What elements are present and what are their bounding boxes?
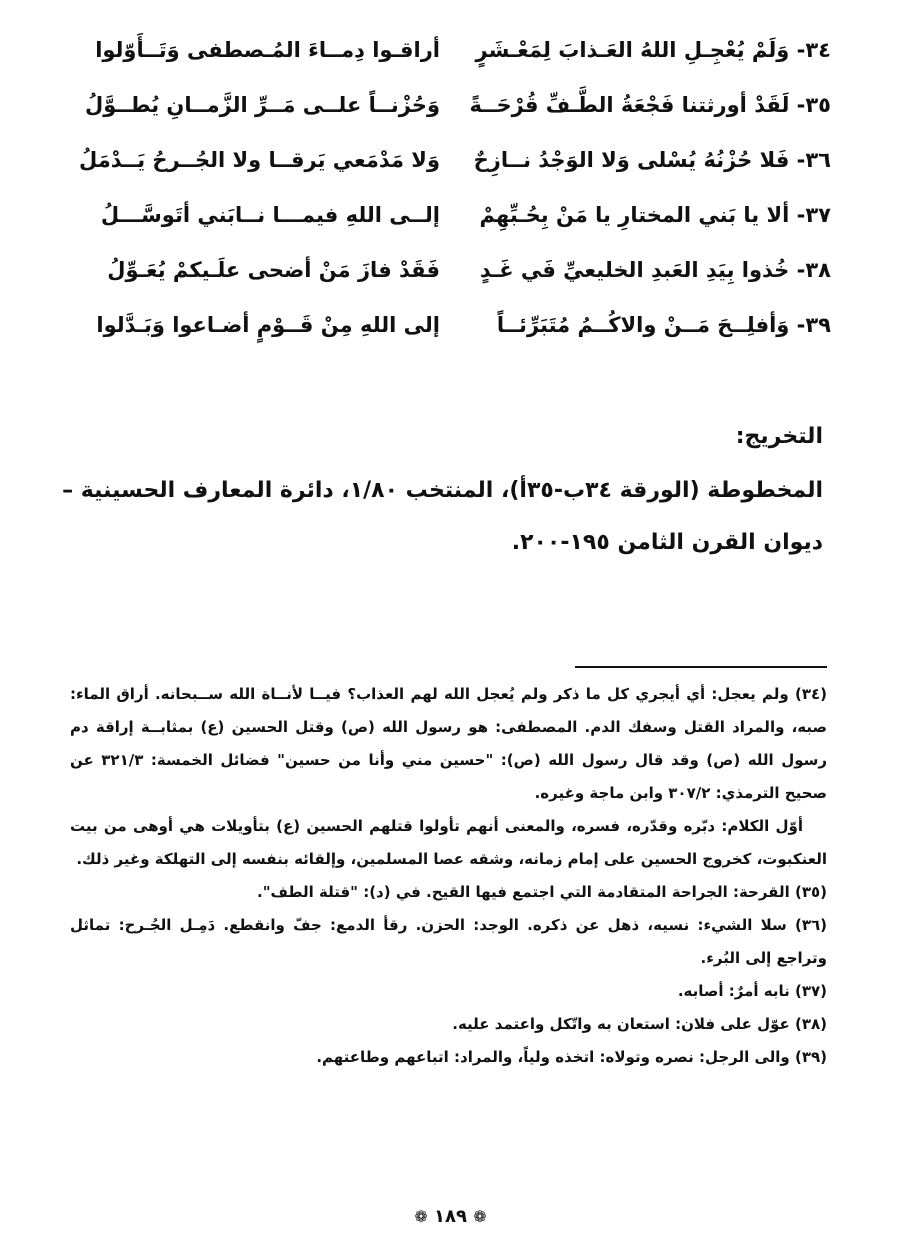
footnote-37: (٣٧) نابه أمرٌ: أصابه. bbox=[677, 982, 827, 1000]
footnote-35: (٣٥) القرحة: الجراحة المتقادمة التي اجتمع فيها القيح. في (د): "قتلة الطف". bbox=[257, 883, 827, 901]
verse-34-first-hemistich: ٣٤- وَلَمْ يُعْجِـلِ اللهُ العَـذابَ لِمَعْـشَرٍ bbox=[475, 37, 831, 62]
takhrij-section bbox=[60, 424, 823, 569]
footnote-36: (٣٦) سلا الشيء: نسيه، ذهل عن ذكره. الوجد: الحزن. رقأ الدمع: جفّ وانقطع. دَمِـل الجُـرح: تماثل وتراجع إلى البُرء. bbox=[70, 916, 827, 967]
footnote-34: (٣٤) ولم يعجل: أي أيجري كل ما ذكر ولم يُعجل الله لهم العذاب؟ فيــا لأنــاة الله ســبحانه. أراق الماء: صبه، والمراد القتل وسفك الدم. المصطفى: هو رسول الله (ص) وقتل الحسين (ع) بمثابــة إراقة دم رسول الله (ص) وقد قال رسول الله (ص): "حسين مني وأنا من حسين" فضائل الخمسة: ٣٢١/٣ عن صحيح الترمذي: ٣٠٧/٢ وابن ماجة وغيره. bbox=[70, 685, 828, 802]
footnote-38: (٣٨) عوّل على فلان: استعان به واتّكل واعتمد عليه. bbox=[452, 1015, 827, 1033]
footnote-39: (٣٩) والى الرجل: نصره وتولاه: اتخذه ولياً، والمراد: اتباعهم وطاعتهم. bbox=[316, 1048, 827, 1066]
takhrij-text: المخطوطة (الورقة ٣٤ب-٣٥أ)، المنتخب ١/٨٠، دائرة المعارف الحسينية – ديوان القرن الثامن ١٩٥-٢٠٠. bbox=[62, 478, 823, 555]
verse-38-second-hemistich: فَقَدْ فازَ مَنْ أضحى علَـيكمْ يُعَـوِّلُ bbox=[107, 257, 440, 282]
verse-35 bbox=[60, 77, 831, 132]
verse-36 bbox=[60, 132, 831, 187]
verse-36-first-hemistich: ٣٦- فَلا حُزْنُهُ يُسْلى وَلا الوَجْدُ نــازِحٌ bbox=[473, 147, 831, 172]
verse-38-first-hemistich: ٣٨- خُذوا بِيَدِ العَبدِ الخليعيِّ فَي غَـدٍ bbox=[479, 257, 831, 282]
verse-37-first-hemistich: ٣٧- ألا يا بَني المختارِ يا مَنْ بِحُـبِّهِمْ bbox=[479, 202, 831, 227]
verse-34 bbox=[60, 22, 831, 77]
verse-35-first-hemistich: ٣٥- لَقَدْ أورثتنا فَجْعَةُ الطَّـفِّ قُرْحَــةً bbox=[469, 92, 831, 117]
verse-35-second-hemistich: وَحُزْنــاً علــى مَــرِّ الزَّمــانِ يُطــوَّلُ bbox=[85, 92, 440, 117]
poem-block bbox=[60, 22, 831, 352]
verse-39 bbox=[60, 297, 831, 352]
footnote-34-continued: أوّل الكلام: دبّره وقدّره، فسره، والمعنى أنهم تأولوا قتلهم الحسين (ع) بتأويلات هي أوهى من بيت العنكبوت، كخروج الحسين على إمام زمانه، وشقه عصا المسلمين، وإلقائه بنفسه إلى التهلكة وغير ذلك. bbox=[70, 817, 827, 868]
verse-37-second-hemistich: إلــى اللهِ فيمـــا نــابَني أتَوسَّـــلُ bbox=[100, 202, 440, 227]
ornament-left-icon: ❁ bbox=[414, 1207, 428, 1226]
footnote-separator bbox=[575, 666, 827, 668]
takhrij-heading: التخريج: bbox=[735, 424, 823, 449]
verse-38 bbox=[60, 242, 831, 297]
page-number-footer bbox=[0, 1206, 901, 1227]
verse-39-first-hemistich: ٣٩- وَأفلِــحَ مَــنْ والاكُــمُ مُتَبَرِّئــاً bbox=[496, 312, 831, 337]
footnotes bbox=[70, 678, 827, 1074]
verse-39-second-hemistich: إلى اللهِ مِنْ قَــوْمٍ أضـاعوا وَبَـدَّلوا bbox=[96, 312, 440, 337]
verse-34-second-hemistich: أراقـوا دِمــاءَ المُـصطفى وَتَــأَوّلوا bbox=[95, 37, 440, 62]
verse-37 bbox=[60, 187, 831, 242]
verse-36-second-hemistich: وَلا مَدْمَعي يَرقــا ولا الجُــرحُ يَــدْمَلُ bbox=[79, 147, 440, 172]
page-number: ١٨٩ bbox=[434, 1206, 467, 1227]
ornament-right-icon: ❁ bbox=[473, 1207, 487, 1226]
